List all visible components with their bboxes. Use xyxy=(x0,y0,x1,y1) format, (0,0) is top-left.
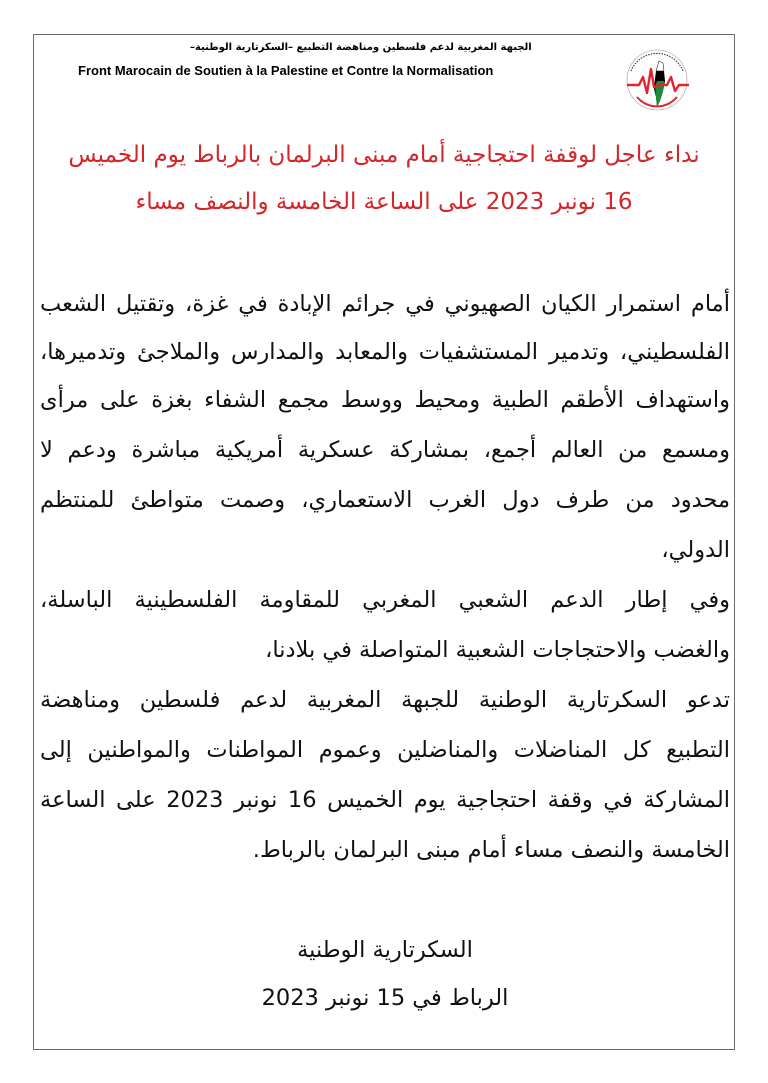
header-arabic-org: الجبهة المغربية لدعم فلسطين ومناهضة التطبيع –السكرتارية الوطنية– xyxy=(190,42,532,53)
body-line: الدولي، xyxy=(661,537,730,563)
body-line: ومسمع من العالم أجمع، بمشاركة عسكرية أمريكية مباشرة ودعم لا xyxy=(40,437,730,463)
body-line: وفي إطار الدعم الشعبي المغربي للمقاومة الفلسطينية الباسلة، xyxy=(40,587,730,613)
body-line: محدود من طرف دول الغرب الاستعماري، وصمت متواطئ للمنتظم xyxy=(40,487,730,513)
organization-logo xyxy=(613,47,701,113)
body-line: الخامسة والنصف مساء أمام مبنى البرلمان بالرباط. xyxy=(252,837,730,863)
signature-org: السكرتارية الوطنية xyxy=(297,937,473,963)
body-line: تدعو السكرتارية الوطنية للجبهة المغربية لدعم فلسطين ومناهضة xyxy=(40,687,730,713)
signature-date: الرباط في 15 نونبر 2023 xyxy=(261,985,509,1011)
body-line: التطبيع كل المناضلات والمناضلين وعموم المواطنات والمواطنين إلى xyxy=(40,737,730,763)
body-line: أمام استمرار الكيان الصهيوني في جرائم الإبادة في غزة، وتقتيل الشعب xyxy=(40,291,730,317)
title-line-2: 16 نونبر 2023 على الساعة الخامسة والنصف مساء xyxy=(135,189,633,215)
header-french-org: Front Marocain de Soutien à la Palestine et Contre la Normalisation xyxy=(78,63,494,78)
title-line-1: نداء عاجل لوقفة احتجاجية أمام مبنى البرلمان بالرباط يوم الخميس xyxy=(68,142,700,168)
body-line: المشاركة في وقفة احتجاجية يوم الخميس 16 نونبر 2023 على الساعة xyxy=(40,787,730,813)
palestine-map-heartbeat-icon xyxy=(613,47,701,113)
body-line: والغضب والاحتجاجات الشعبية المتواصلة في بلادنا، xyxy=(265,637,730,663)
body-line: الفلسطيني، وتدمير المستشفيات والمعابد والمدارس والملاجئ وتدميرها، xyxy=(40,339,730,365)
body-line: واستهداف الأطقم الطبية ومحيط ووسط مجمع الشفاء بغزة على مرأى xyxy=(40,387,730,413)
